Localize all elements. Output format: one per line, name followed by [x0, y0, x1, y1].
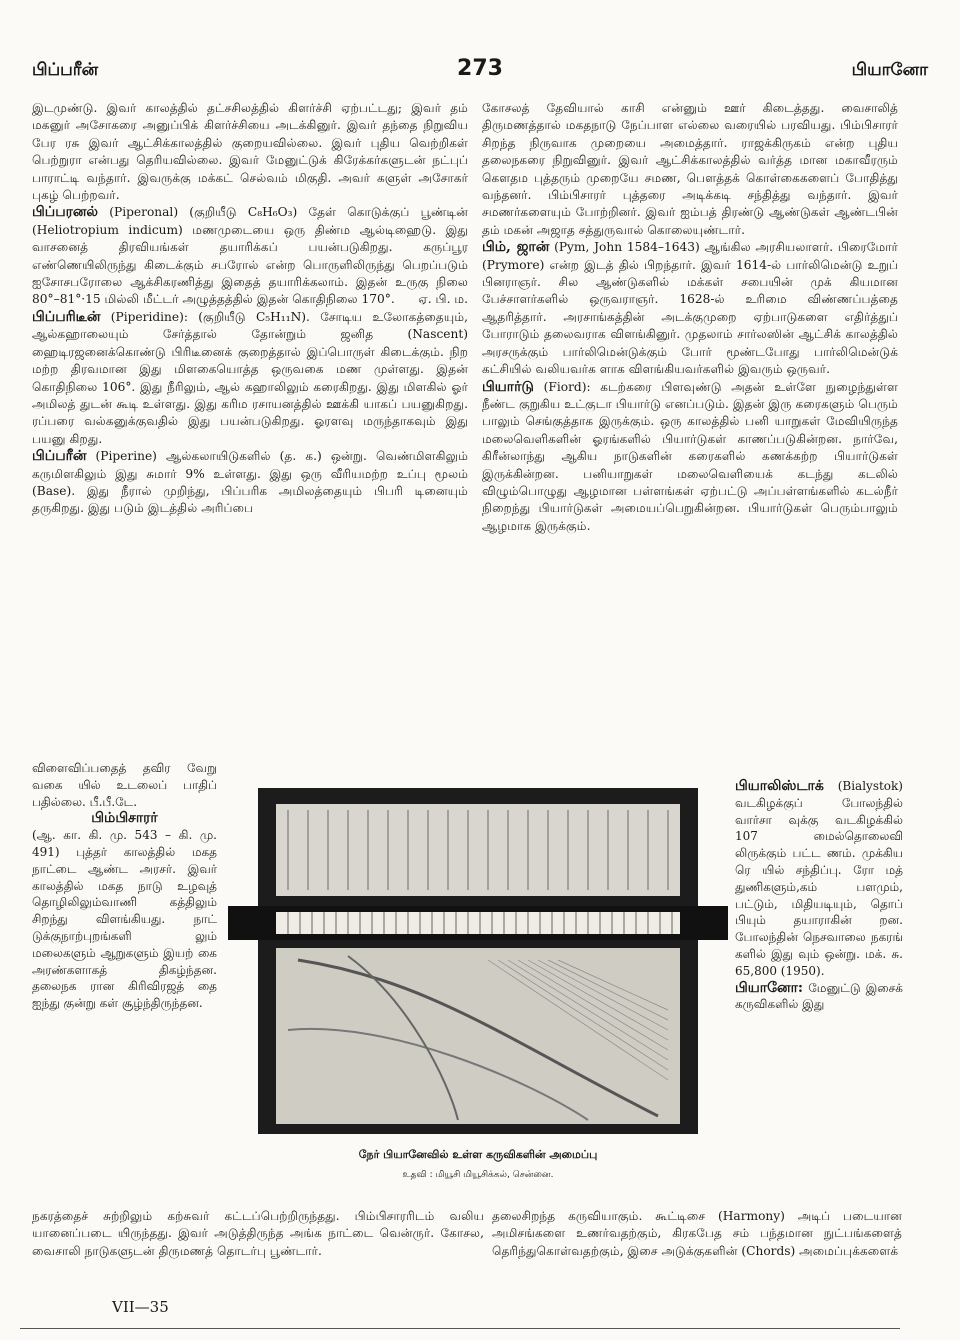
header-right-word: பியானோ: [851, 60, 928, 80]
entry-body: (Pym, John 1584–1643) ஆங்கில அரசியலாளர். பிரைமோர் (Prymore) என்ற இடத் தில் பிறந்தார். இவர் 1614-ல் பார்லிமென்டு உறுப் பினராஞர். சில ஆண்டுகளில் மக்கள் சபையின் முக் கியமான பேச்சாளர்களில் ஒருவராஞர். 1628-ல் உரிமை விண்ணப்பத்தை ஆதரித்தார். அரசாங்கத்தின் அடக்குமுறை ஏற்பாடுகளை எதிர்த்துப் போராடும் தலைவராக விளங்கினுர். முதலாம் சார்லஸின் ஆட்சிக் காலத்தில் அரசருக்கும் பார்லிமென்டுக்கும் போர் மூண்டபோது பார்லிமென்டுக் கட்சியில் வலியவர்க ளாக விளங்கியவர்களில் இவரும் ஒருவர்.: [482, 240, 898, 377]
entry-heading: பிப்பரீன்: [32, 448, 87, 465]
entry-piperine: [32, 448, 468, 518]
entry-heading-bimbisara: [32, 810, 217, 827]
entry-piperidine: [32, 309, 468, 448]
paragraph-continuation: கோசலத் தேவியால் காசி என்னும் ஊர் கிடைத்தது. வைசாலித் திருமணத்தால் மகதநாடு நேப்பாள எல்லை வரையில் பரவியது. பிம்பிசாரர் சிறந்த நிருவாக முறையை அமைத்தார். ராஜக்கிருகம் என்ற புதிய தலைநகரை நிறுவினுர். இவர் ஆட்சிக்காலத்தில் வர்த்த மான மகாவீரரும் கௌதம புத்தரும் முறையே சமண, பௌத்தக் கொள்கைகளைப் போதித்து வந்தனர். பிம்பிசாரர் புத்தரை அடிக்கடி சந்தித்து வந்தார். இவர் சமணர்களையும் போற்றினர். இவர் ஐம்பத் திரண்டு ஆண்டுகள் ஆண்டபின் தம் மகன் அஜாத சத்துருவால் கொலையுண்டார்.: [482, 101, 898, 237]
entry-heading: பிம், ஜான்: [482, 239, 550, 256]
entry-body: (Fiord): கடற்கரை பிளவுண்டு அதன் உள்ளே நுழைந்துள்ள நீண்ட குறுகிய உட்குடா பியார்டு எனப்படும். இதன் இரு கரைகளும் பெரும் பாலும் செங்குத்தாக இருக்கும். ஒரு காலத்தில் பனி யாறுகள் மேவியிருந்த மலைவெளிகளின் ஓரங்களில் பியார்டுகள் காணப்படுகின்றன. நார்வே, கிரீன்லாந்து ஆகிய நாடுகளின் கரைகளில் கணக்கற்ற பியார்டுகள் இருக்கின்றன. பனியாறுகள் மலைவெளியைக் கடந்து கடலில் விழும்பொழுது ஆழமான பள்ளங்கள் ஏற்பட்டு அப்பள்ளங்களில் கடல்நீர் நிறைந்து பியார்டுகள் அமையப்பெறுகின்றன. பியார்டுகள் பெரும்பாலும் ஆழமாக இருக்கும்.: [482, 379, 898, 533]
left-column: [32, 100, 468, 772]
entry-body: (Bialystok) வடகிழக்குப் போலந்தில் வார்சா வுக்கு வடகிழக்கில் 107 மைல்தொலைவி லிருக்கும் பட்ட ணம். முக்கிய ரெ யில் சந்திப்பு. ரோ மத் துணிகளும்,கம் பளமும், பட்டும், மிதியடியும், தொப் பியும் தயாராகின் றன. போலந்தின் நெசவாலை நகரங் களில் இது வும் ஒன்று. மக். சு. 65,800 (1950).: [735, 779, 903, 978]
entry-heading: பிம்பிசாரர்: [91, 810, 158, 827]
paragraph-continuation: நகரத்தைச் சுற்றிலும் கற்சுவர் கட்டப்பெற்றிருந்தது. பிம்பிசாரரிடம் வலிய யானைப்படை யிருந்தது. இவர் அடுத்திருந்த அங்க நாட்டை வென்ருர். கோசல, வைசாலி நாடுகளுடன் திருமணத் தொடர்பு பூண்டார்.: [32, 1209, 484, 1258]
entry-heading: பியாலிஸ்டாக்: [735, 778, 824, 794]
paragraph-continuation: விளைவிப்பதைத் தவிர வேறு வகை யில் உடலைப் பாதிப் பதில்லை. பீ.பீ.டே.: [32, 761, 217, 809]
entry-piano: [735, 980, 903, 1014]
right-column: [482, 100, 898, 775]
bottom-left-text: [32, 1208, 484, 1288]
entry-heading: பியானோ:: [735, 979, 804, 996]
entry-body-bimbisara: (ஆ. கா. கி. மு. 543 – கி. மு. 491) புத்தர் காலத்தில் மகத நாட்டை ஆண்ட அரசர். இவர் காலத்தில் மகத நாடு உழவுத் தொழிலிலும்வாணி கத்திலும் சிறந்து விளங்கியது. நாட் டுக்குநாற்புறங்களி லும் மலைகளும் ஆறுகளும் இயற் கை அரண்களாகத் திகழ்ந்தன. தலைநக ரான கிரிவிரஜத் தை ஐந்து குன்று கள் சூழ்ந்திருந்தன.: [32, 828, 217, 1011]
page-number: 273: [457, 56, 503, 81]
entry-body: (Piperidine): (குறியீடு C₅H₁₁N). சோடிய உலோகத்தையும், ஆல்கஹாலையும் சேர்த்தால் தோன்றும் ஜனித (Nascent) ஹைடிரஜனைக்கொண்டு பிரிடீனைக் குறைத்தால் இப்பொருள் கிடைக்கும். நிற மற்ற திரவமான இது மிளகையொத்த ஒருவகை மண முள்ளது. இதன் கொதிநிலை 106°. இது நீரிலும், ஆல் கஹாலிலும் கரைகிறது. இது மிளகில் ஓர் அமிலத் துடன் கூடி உள்ளது. இது கரிம ரசாயனத்தில் ஊக்கி யாகப் பயனுகிறது. ரப்பரை வல்கனுக்குவதில் இது பயன்படுகிறது. ஓரளவு மருந்தாகவும் இது பயனு கிறது.: [32, 309, 468, 446]
entry-heading: பிப்பரனல்: [32, 204, 99, 221]
footer-rule: [20, 1328, 900, 1329]
narrow-left-column: [32, 760, 217, 1208]
paragraph-continuation: தலைசிறந்த கருவியாகும். கூட்டிசை (Harmony) அடிப் படையான அமிசங்களை உணர்வதற்கும், கிரகபேத சம் பந்தமான நுட்பங்களைத் தெரிந்துகொள்வதற்கும், இசை அடுக்குகளின் (Chords) அமைப்புக்களைக்: [492, 1209, 902, 1258]
page-header: [32, 56, 928, 86]
entry-body: (Piperine) ஆல்கலாயிடுகளில் (த. க.) ஒன்று. வெண்மிளகிலும் கருமிளகிலும் இது சுமார் 9% உள்ளது. இது ஒரு வீரியமற்ற உப்பு மூலம் (Base). இது நீரால் முறிந்து, பிப்பரிக அமிலத்தையும் பிபரி டினையும் தருகிறது. இது படும் இடத்தில் அரிப்பை: [32, 449, 468, 516]
entry-heading: பிப்பரிடீன்: [32, 308, 101, 325]
entry-body: மேனுட்டு இசைக் கருவிகளில் இது: [735, 980, 903, 1012]
figure-caption: நேர் பியானேவில் உள்ள கருவிகளின் அமைப்பு: [358, 1148, 598, 1161]
entry-piperonal: [32, 204, 468, 308]
narrow-right-column: [735, 778, 903, 1208]
entry-heading: பியார்டு: [482, 378, 534, 395]
volume-signature: VII—35: [112, 1298, 169, 1316]
entry-pym-john: [482, 239, 898, 378]
header-left-word: பிப்பரீன்: [32, 60, 99, 80]
entry-bialystok: [735, 778, 903, 980]
piano-illustration: [228, 780, 728, 1140]
bottom-right-text: [492, 1208, 902, 1288]
piano-figure: [228, 780, 728, 1180]
author-signature: ஏ. பி. ம.: [418, 292, 468, 307]
figure-credit: உதவி : மியூசி மியூசிக்கல், சென்னை.: [402, 1170, 554, 1180]
paragraph-continuation: இடமுண்டு. இவர் காலத்தில் தட்சசிலத்தில் கிளர்ச்சி ஏற்பட்டது; இவர் தம் மகனுர் அசோகரை அனுப்பிக் கிளர்ச்சியை அடக்கினுர். இவர் தந்தை நிறுவிய பேர ரசு இவர் ஆட்சிக்காலத்தில் குறையவில்லை. இவர் புதிய வெற்றிகள் பெற்றுரா என்பது தெரியவில்லை. இவர் மேனுட்டுக் கிரேக்கர்களுடன் நட்புப் பாராட்டி வந்தார். இவருக்கு மக்கட் செல்வம் மிகுதி. அவர் களுள் அசோகர் புகழ் பெற்றவர்.: [32, 101, 468, 203]
entry-body: (Piperonal) (குறியீடு C₈H₆O₃) தேள் கொடுக்குப் பூண்டின் (Heliotropium indicum) மணமுடையை ஒரு திண்ம ஆல்டிஹைடு. இது வாசனைத் திரவியங்கள் தயாரிக்கப் பயன்படுகிறது. கருப்பூர எண்ணெயிலிருந்து கிடைக்கும் சபரோல் என்ற பொருளிலிருந்து பெறப்படும் ஐசோசபரோலை ஆக்சிகரணித்து இதைத் தயாரிக்கலாம். இதன் உருகு நிலை 80°–81°·15 மில்லி மீட்டர் அழுத்தத்தில் இதன் கொதிநிலை 170°.: [32, 205, 468, 307]
entry-fiord: [482, 379, 898, 536]
